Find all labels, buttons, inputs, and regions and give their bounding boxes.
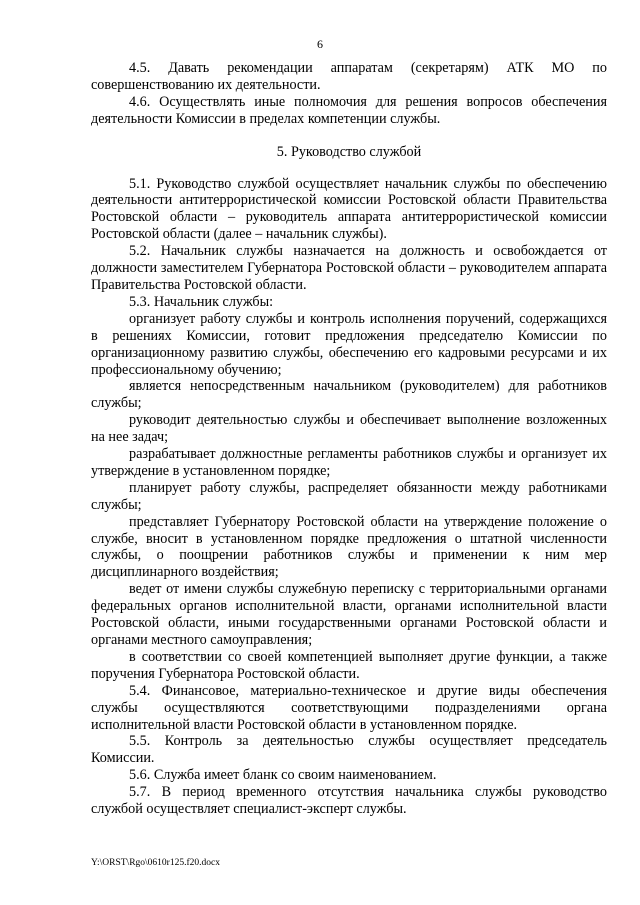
duty-item: представляет Губернатору Ростовской области на утверждение положение о службе, вносит в установленном порядке предложения о штатной численности службы, о поощрении работников службы и применении к ним мер дисциплинарного воздействия; xyxy=(91,513,607,581)
duty-item: организует работу службы и контроль исполнения поручений, содержащихся в решениях Комиссии, готовит предложения председателю Комиссии по организационному развитию службы, обеспечению его кадровыми ресурсами и их профессиональному обучению; xyxy=(91,310,607,378)
paragraph-5-5: 5.5. Контроль за деятельностью службы осуществляет председатель Комиссии. xyxy=(91,733,607,767)
paragraph-5-7: 5.7. В период временного отсутствия начальника службы руководство службой осуществляет специалист-эксперт службы. xyxy=(91,784,607,818)
paragraph-4-5: 4.5. Давать рекомендации аппаратам (секретарям) АТК МО по совершенствованию их деятельности. xyxy=(91,60,607,93)
duty-item: руководит деятельностью службы и обеспечивает выполнение возложенных на нее задач; xyxy=(91,412,607,446)
document-body xyxy=(91,60,607,818)
paragraph-5-3: 5.3. Начальник службы: xyxy=(129,293,274,310)
paragraph-5-2: 5.2. Начальник службы назначается на должность и освобождается от должности заместителем Губернатора Ростовской области – руководителем аппарата Правительства Ростовской области. xyxy=(91,243,607,293)
section-heading: 5. Руководство службой xyxy=(276,143,422,160)
duty-item: планирует работу службы, распределяет обязанности между работниками службы; xyxy=(91,479,607,513)
paragraph-5-1: 5.1. Руководство службой осуществляет начальник службы по обеспечению деятельности антитеррористической комиссии Ростовской области Правительства Ростовской области – руководитель аппарата антитеррористической комиссии Ростовской области (далее – начальник службы). xyxy=(91,175,607,243)
paragraph-5-4: 5.4. Финансовое, материально-техническое и другие виды обеспечения службы осуществляются соответствующими подразделениями органа исполнительной власти Ростовской области в установленном порядке. xyxy=(91,682,607,733)
duty-item: ведет от имени службы служебную переписку с территориальными органами федеральных органов исполнительной власти, органами исполнительной власти Ростовской области, иными государственными органами Ростовской области и органами местного самоуправления; xyxy=(91,581,607,648)
paragraph-4-6: 4.6. Осуществлять иные полномочия для решения вопросов обеспечения деятельности Комиссии в пределах компетенции службы. xyxy=(91,93,607,127)
duty-item: является непосредственным начальником (руководителем) для работников службы; xyxy=(91,378,607,412)
page-number: 6 xyxy=(317,37,323,51)
duty-item: разрабатывает должностные регламенты работников службы и организует их утверждение в установленном порядке; xyxy=(91,446,607,479)
duty-item: в соответствии со своей компетенцией выполняет другие функции, а также поручения Губернатора Ростовской области. xyxy=(91,648,607,682)
file-path-footer: Y:\ORST\Rgo\0610r125.f20.docx xyxy=(91,858,220,868)
paragraph-5-6: 5.6. Служба имеет бланк со своим наименованием. xyxy=(129,767,437,784)
